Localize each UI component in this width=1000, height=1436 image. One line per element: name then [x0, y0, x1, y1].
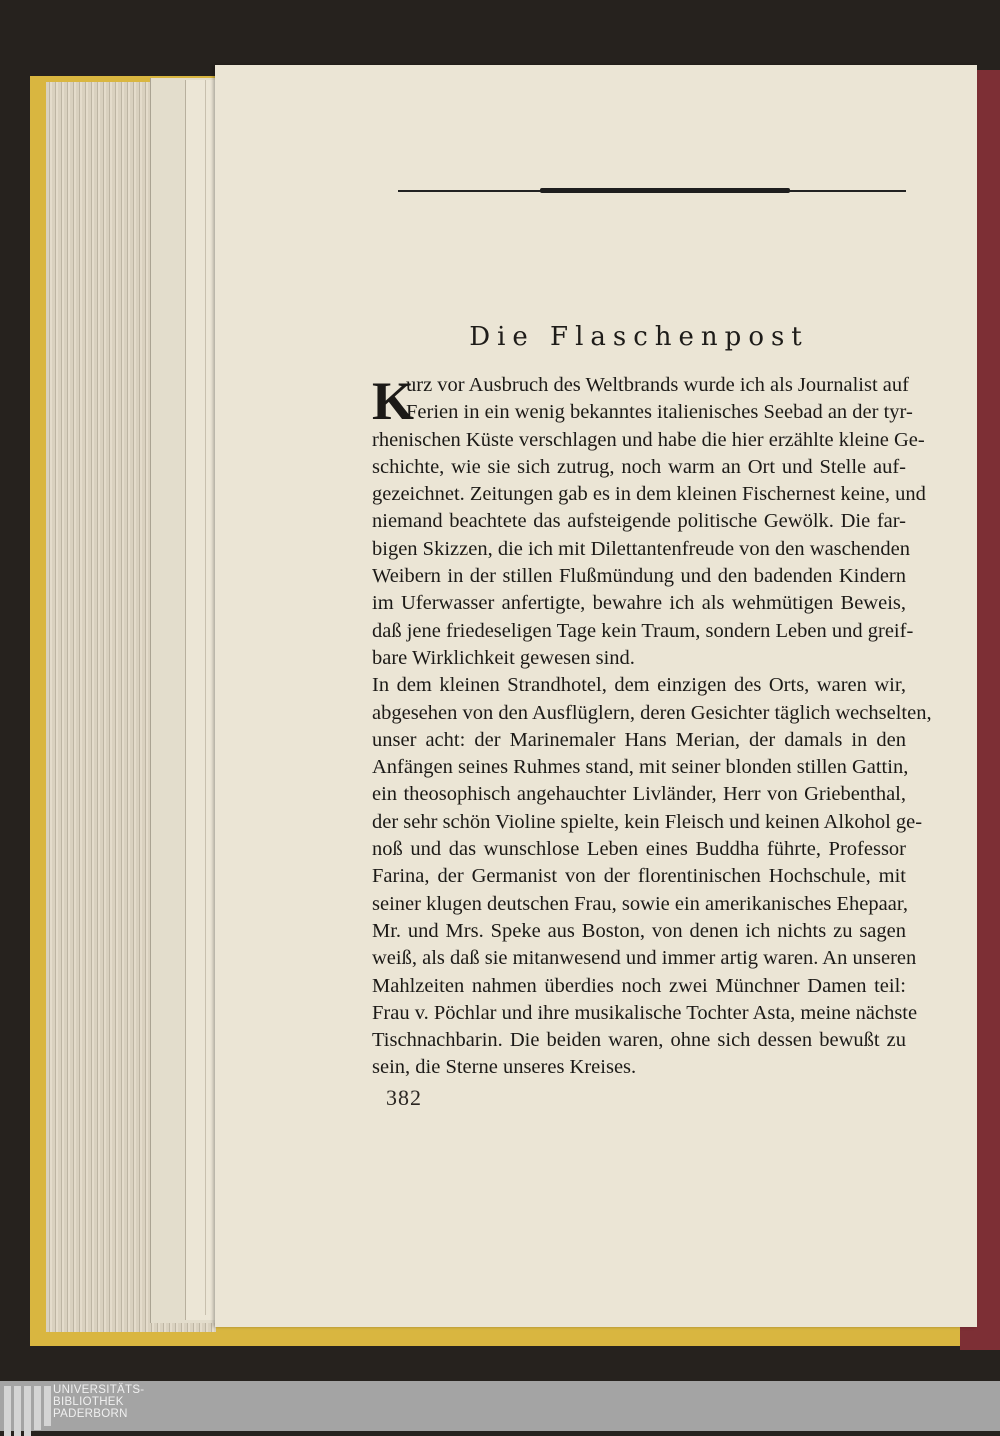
text-line: Anfängen seines Ruhmes stand, mit seiner blonden stillen Gattin, [372, 756, 909, 779]
logo-line: BIBLIOTHEK [53, 1396, 124, 1408]
text-line: bigen Skizzen, die ich mit Dilettantenfreude von den waschenden [372, 537, 910, 560]
text-line: Frau v. Pöchlar und ihre musikalische Tochter Asta, meine nächste [372, 1001, 918, 1024]
text-line: abgesehen von den Ausflüglern, deren Gesichter täglich wechselten, [372, 701, 932, 724]
logo-line: UNIVERSITÄTS- [53, 1384, 145, 1396]
text-line: In dem kleinen Strandhotel, dem einzigen des Orts, waren wir, [372, 674, 906, 697]
footer-bar [0, 1381, 1000, 1431]
library-logo-text [53, 1384, 144, 1420]
text-line: niemand beachtete das aufsteigende politische Gewölk. Die far- [372, 510, 906, 533]
text-line: Tischnachbarin. Die beiden waren, ohne sich dessen bewußt zu [372, 1029, 906, 1052]
drop-cap: K [372, 371, 415, 431]
text-line: noß und das wunschlose Leben eines Buddha führte, Professor [372, 838, 906, 861]
text-line: Weibern in der stillen Flußmündung und den badenden Kindern [372, 565, 906, 588]
text-line: ein theosophisch angehauchter Livländer, Herr von Griebenthal, [372, 783, 906, 806]
text-line: der sehr schön Violine spielte, kein Fleisch und keinen Alkohol ge- [372, 810, 923, 833]
text-line: unser acht: der Marinemaler Hans Merian, der damals in den [372, 728, 906, 751]
chapter-title: Die Flaschenpost [469, 322, 809, 352]
text-line: daß jene friedeseligen Tage kein Traum, sondern Leben und greif- [372, 619, 914, 642]
text-line: seiner klugen deutschen Frau, sowie ein amerikanisches Ehepaar, [372, 892, 908, 915]
text-line: Farina, der Germanist von der florentinischen Hochschule, mit [372, 865, 906, 888]
text-line: Mr. und Mrs. Speke aus Boston, von denen ich nichts zu sagen [372, 919, 906, 942]
text-line: bare Wirklichkeit gewesen sind. [372, 646, 635, 669]
text-line: gezeichnet. Zeitungen gab es in dem kleinen Fischernest keine, und [372, 483, 926, 506]
text-line: weiß, als daß sie mitanwesend und immer artig waren. An unseren [372, 947, 917, 970]
text-line: Ferien in ein wenig bekanntes italienisches Seebad an der tyr- [406, 401, 913, 424]
text-line: sein, die Sterne unseres Kreises. [372, 1056, 637, 1079]
body-text [372, 372, 932, 1082]
decorative-rule-center [540, 188, 790, 193]
text-line: urz vor Ausbruch des Weltbrands wurde ich als Journalist auf [406, 374, 909, 396]
page-number: 382 [386, 1085, 422, 1110]
text-line: Mahlzeiten nahmen überdies noch zwei Münchner Damen teil: [372, 974, 906, 997]
logo-line: PADERBORN [53, 1408, 128, 1420]
text-line: schichte, wie sie sich zutrug, noch warm an Ort und Stelle auf- [372, 455, 906, 478]
text-line: im Uferwasser anfertigte, bewahre ich als wehmütigen Beweis, [372, 592, 906, 615]
text-line: rhenischen Küste verschlagen und habe die hier erzählte kleine Ge- [372, 428, 925, 451]
